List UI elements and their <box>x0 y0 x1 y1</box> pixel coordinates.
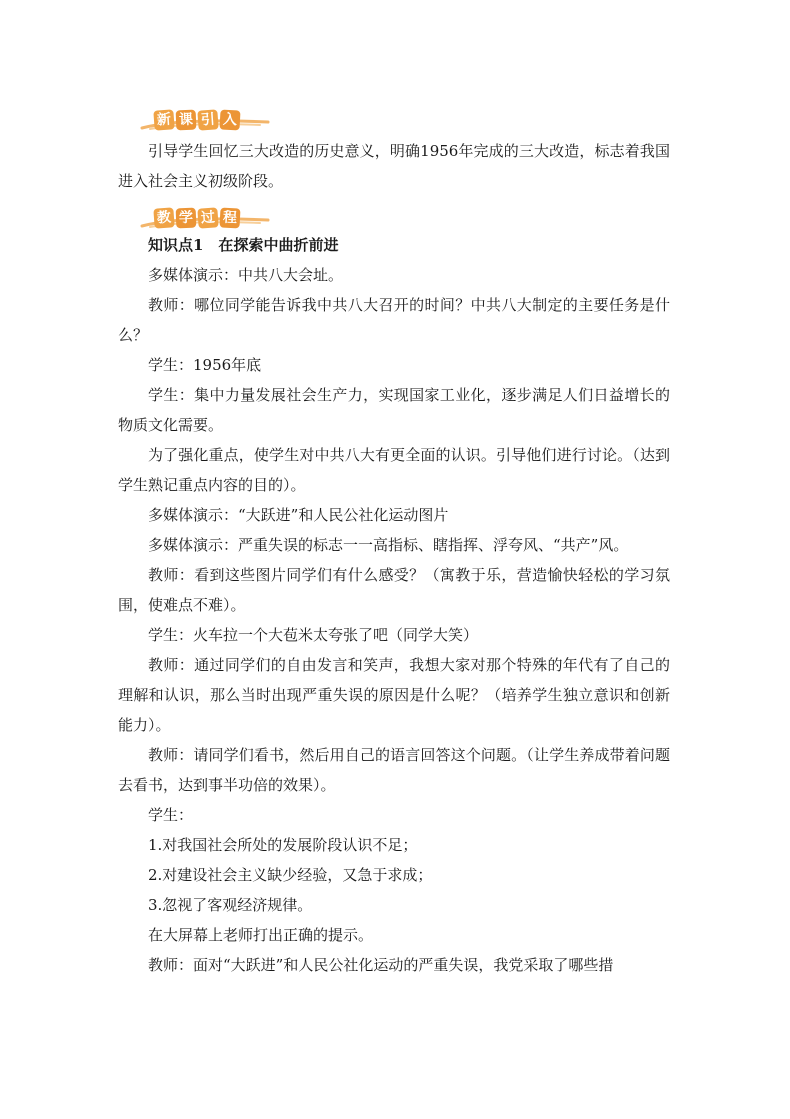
body-line: 教师：看到这些图片同学们有什么感受？（寓教于乐，营造愉快轻松的学习氛围，使难点不难）。 <box>118 566 670 614</box>
heading-char: 新 <box>153 109 174 130</box>
body-line: 教师：面对“大跃进”和人民公社化运动的严重失误，我党采取了哪些措 <box>148 956 614 974</box>
body-line: 学生： <box>148 806 194 824</box>
body-line: 多媒体演示：严重失误的标志一一高指标、瞎指挥、浮夸风、“共产”风。 <box>148 536 629 554</box>
heading-char: 教 <box>153 207 174 228</box>
heading-char: 过 <box>197 207 218 228</box>
body-line: 学生：集中力量发展社会生产力，实现国家工业化，逐步满足人们日益增长的物质文化需要。 <box>118 386 670 434</box>
intro-paragraph: 引导学生回忆三大改造的历史意义，明确1956年完成的三大改造，标志着我国进入社会主义初级阶段。 <box>118 142 670 190</box>
heading-char: 引 <box>197 109 218 130</box>
body-line: 在大屏幕上老师打出正确的提示。 <box>148 926 374 944</box>
body-line: 教师：通过同学们的自由发言和笑声，我想大家对那个特殊的年代有了自己的理解和认识，那么当时出现严重失误的原因是什么呢？（培养学生独立意识和创新能力）。 <box>118 656 670 734</box>
section-heading-teaching-process <box>154 198 670 228</box>
heading-char: 学 <box>176 208 197 229</box>
body-line: 多媒体演示：中共八大会址。 <box>148 266 344 284</box>
list-item: 1.对我国社会所处的发展阶段认识不足； <box>148 836 418 854</box>
section-heading-new-lesson <box>154 100 670 130</box>
heading-char: 程 <box>219 207 240 228</box>
list-item: 2.对建设社会主义缺少经验，又急于求成； <box>148 866 433 884</box>
body-line: 多媒体演示：“大跃进”和人民公社化运动图片 <box>148 506 449 524</box>
heading-char: 课 <box>176 110 197 131</box>
heading-char: 入 <box>219 109 240 130</box>
body-line: 教师：请同学们看书，然后用自己的语言回答这个问题。（让学生养成带着问题去看书，达到事半功倍的效果）。 <box>118 746 670 794</box>
body-line: 学生：火车拉一个大苞米太夸张了吧（同学大笑） <box>148 626 479 644</box>
body-line: 为了强化重点，使学生对中共八大有更全面的认识。引导他们进行讨论。（达到学生熟记重点内容的目的）。 <box>118 446 670 494</box>
knowledge-point-title: 知识点1 在探索中曲折前进 <box>148 236 339 254</box>
body-line: 学生：1956年底 <box>148 356 262 374</box>
page-content <box>118 100 670 980</box>
body-line: 教师：哪位同学能告诉我中共八大召开的时间？中共八大制定的主要任务是什么？ <box>118 296 670 344</box>
list-item: 3.忽视了客观经济规律。 <box>148 896 313 914</box>
